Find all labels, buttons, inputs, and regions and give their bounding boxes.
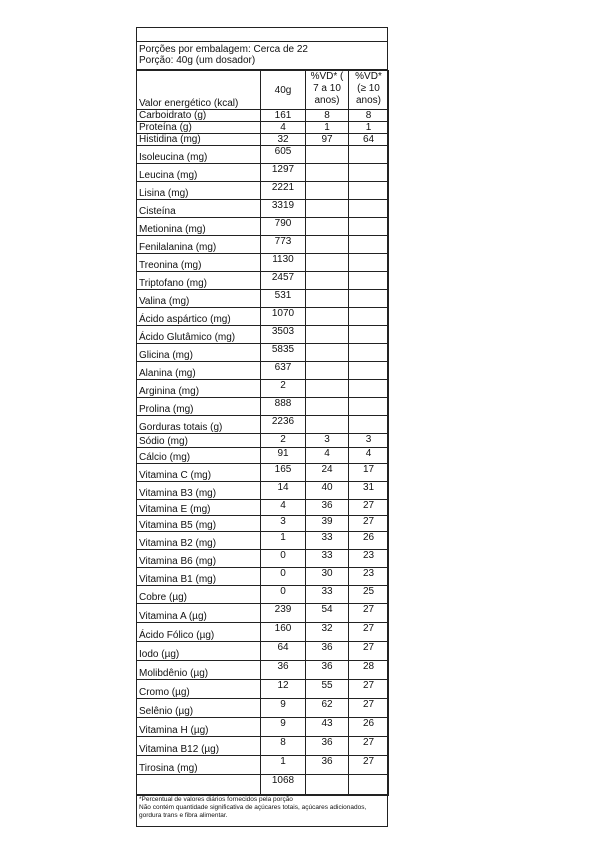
nutrient-row [137, 568, 389, 586]
nutrient-vd-10-plus [349, 344, 389, 362]
nutrient-vd-10-plus: 23 [349, 568, 389, 586]
nutrient-name: Cobre (µg) [137, 586, 261, 604]
nutrient-name: Iodo (µg) [137, 642, 261, 661]
nutrient-vd-7-10: 33 [306, 532, 349, 550]
nutrient-name: Ácido aspártico (mg) [137, 308, 261, 326]
nutrient-vd-10-plus: 27 [349, 623, 389, 642]
nutrient-vd-10-plus [349, 164, 389, 182]
nutrient-amount: 4 [261, 122, 306, 134]
nutrient-name: Gorduras totais (g) [137, 416, 261, 434]
nutrient-vd-7-10: 39 [306, 516, 349, 532]
nutrient-amount: 2457 [261, 272, 306, 290]
nutrient-vd-7-10: 8 [306, 110, 349, 122]
nutrient-amount: 91 [261, 448, 306, 464]
nutrient-amount: 165 [261, 464, 306, 482]
nutrient-row [137, 680, 389, 699]
footnote-line-1: *Percentual de valores diários fornecidos pela porção [139, 796, 293, 803]
nutrient-row [137, 756, 389, 775]
nutrient-name: Carboidrato (g) [137, 110, 261, 122]
nutrient-amount: 5835 [261, 344, 306, 362]
nutrient-vd-7-10: 33 [306, 550, 349, 568]
nutrient-name: Vitamina A (µg) [137, 604, 261, 623]
nutrient-vd-7-10: 1 [306, 122, 349, 134]
nutrient-vd-10-plus [349, 416, 389, 434]
nutrient-row [137, 604, 389, 623]
nutrient-amount: 0 [261, 568, 306, 586]
nutrient-name [137, 775, 261, 796]
nutrient-amount: 1070 [261, 308, 306, 326]
nutrient-vd-10-plus: 23 [349, 550, 389, 568]
nutrient-vd-10-plus: 27 [349, 500, 389, 516]
nutrient-row [137, 362, 389, 380]
nutrient-vd-10-plus: 3 [349, 434, 389, 448]
nutrient-vd-10-plus: 27 [349, 680, 389, 699]
nutrient-vd-10-plus [349, 236, 389, 254]
nutrient-row [137, 134, 389, 146]
nutrient-vd-10-plus: 27 [349, 516, 389, 532]
nutrient-row [137, 380, 389, 398]
serving-info [137, 42, 387, 70]
nutrient-vd-7-10: 24 [306, 464, 349, 482]
nutrient-name: Tirosina (mg) [137, 756, 261, 775]
nutrient-vd-10-plus [349, 200, 389, 218]
nutrient-vd-10-plus: 26 [349, 718, 389, 737]
nutrient-vd-10-plus: 1 [349, 122, 389, 134]
nutrient-name: Arginina (mg) [137, 380, 261, 398]
nutrient-vd-10-plus [349, 290, 389, 308]
nutrient-amount: 773 [261, 236, 306, 254]
nutrient-amount: 637 [261, 362, 306, 380]
nutrient-row [137, 308, 389, 326]
nutrient-amount: 9 [261, 718, 306, 737]
nutrient-amount: 161 [261, 110, 306, 122]
nutrient-row [137, 398, 389, 416]
nutrient-name: Vitamina B3 (mg) [137, 482, 261, 500]
nutrient-vd-7-10 [306, 344, 349, 362]
nutrient-amount: 8 [261, 737, 306, 756]
nutrient-vd-7-10 [306, 164, 349, 182]
nutrient-amount: 1130 [261, 254, 306, 272]
nutrient-vd-10-plus: 27 [349, 756, 389, 775]
vd-10-plus-header: %VD* (≥ 10 anos) [349, 71, 389, 110]
nutrient-row [137, 272, 389, 290]
nutrient-vd-7-10 [306, 326, 349, 344]
nutrient-amount: 1 [261, 756, 306, 775]
nutrient-row [137, 434, 389, 448]
nutrient-vd-7-10 [306, 380, 349, 398]
nutrient-row [137, 146, 389, 164]
nutrient-name: Ácido Glutâmico (mg) [137, 326, 261, 344]
nutrient-name: Vitamina E (mg) [137, 500, 261, 516]
nutrient-name: Molibdênio (µg) [137, 661, 261, 680]
nutrient-vd-10-plus: 27 [349, 699, 389, 718]
nutrient-amount: 0 [261, 586, 306, 604]
nutrient-vd-10-plus: 17 [349, 464, 389, 482]
nutrient-row [137, 737, 389, 756]
nutrient-amount: 2221 [261, 182, 306, 200]
nutrient-vd-10-plus: 25 [349, 586, 389, 604]
nutrient-vd-7-10 [306, 218, 349, 236]
nutrient-vd-10-plus [349, 362, 389, 380]
vd-7-10-header: %VD* ( 7 a 10 anos) [306, 71, 349, 110]
nutrient-amount: 1 [261, 532, 306, 550]
nutrient-row [137, 775, 389, 796]
nutrient-vd-7-10: 30 [306, 568, 349, 586]
nutrient-vd-7-10: 3 [306, 434, 349, 448]
nutrient-vd-10-plus: 27 [349, 642, 389, 661]
nutrient-name: Vitamina C (mg) [137, 464, 261, 482]
nutrient-amount: 531 [261, 290, 306, 308]
nutrient-amount: 64 [261, 642, 306, 661]
nutrient-vd-7-10: 36 [306, 500, 349, 516]
amount-header: 40g [261, 71, 306, 110]
nutrient-row [137, 254, 389, 272]
nutrient-vd-7-10: 40 [306, 482, 349, 500]
nutrient-row [137, 110, 389, 122]
portion-size: Porção: 40g (um dosador) [139, 55, 256, 66]
nutrient-amount: 2 [261, 434, 306, 448]
footnote-line-3: gordura trans e fibra alimentar. [139, 812, 228, 819]
nutrient-name: Fenilalanina (mg) [137, 236, 261, 254]
nutrient-vd-10-plus [349, 308, 389, 326]
nutrient-row [137, 516, 389, 532]
nutrient-row [137, 200, 389, 218]
nutrient-row [137, 623, 389, 642]
nutrient-name: Isoleucina (mg) [137, 146, 261, 164]
energy-label: Valor energético (kcal) [137, 71, 261, 110]
nutrient-vd-10-plus [349, 182, 389, 200]
nutrient-row [137, 218, 389, 236]
nutrient-amount: 2236 [261, 416, 306, 434]
nutrient-name: Cálcio (mg) [137, 448, 261, 464]
table-header-row [137, 71, 389, 110]
nutrient-vd-7-10: 32 [306, 623, 349, 642]
nutrient-name: Cromo (µg) [137, 680, 261, 699]
nutrient-name: Vitamina B5 (mg) [137, 516, 261, 532]
nutrient-vd-7-10: 4 [306, 448, 349, 464]
nutrient-amount: 1297 [261, 164, 306, 182]
nutrient-row [137, 122, 389, 134]
nutrient-name: Vitamina B1 (mg) [137, 568, 261, 586]
nutrient-vd-7-10 [306, 236, 349, 254]
nutrient-name: Histidina (mg) [137, 134, 261, 146]
nutrient-vd-7-10: 55 [306, 680, 349, 699]
servings-per-package: Porções por embalagem: Cerca de 22 [139, 44, 308, 55]
nutrient-row [137, 448, 389, 464]
nutrient-amount: 1068 [261, 775, 306, 796]
nutrient-vd-7-10 [306, 272, 349, 290]
nutrient-vd-10-plus: 28 [349, 661, 389, 680]
nutrient-name: Treonina (mg) [137, 254, 261, 272]
footnote [137, 794, 387, 826]
nutrient-vd-7-10: 43 [306, 718, 349, 737]
nutrient-row [137, 464, 389, 482]
nutrient-name: Vitamina B12 (µg) [137, 737, 261, 756]
nutrient-amount: 0 [261, 550, 306, 568]
nutrient-row [137, 661, 389, 680]
nutrient-vd-10-plus [349, 398, 389, 416]
nutrient-name: Metionina (mg) [137, 218, 261, 236]
nutrient-vd-10-plus: 64 [349, 134, 389, 146]
nutrient-vd-7-10 [306, 200, 349, 218]
nutrient-amount: 12 [261, 680, 306, 699]
nutrient-vd-7-10 [306, 775, 349, 796]
nutrient-vd-7-10 [306, 416, 349, 434]
nutrient-name: Lisina (mg) [137, 182, 261, 200]
nutrient-vd-7-10 [306, 182, 349, 200]
footnote-line-2: Não contém quantidade significativa de açúcares totais, açúcares adicionados, [139, 804, 367, 811]
nutrient-name: Alanina (mg) [137, 362, 261, 380]
nutrient-name: Sódio (mg) [137, 434, 261, 448]
nutrient-name: Ácido Fólico (µg) [137, 623, 261, 642]
nutrient-amount: 3 [261, 516, 306, 532]
nutrient-row [137, 586, 389, 604]
nutrient-row [137, 699, 389, 718]
nutrient-vd-7-10: 33 [306, 586, 349, 604]
nutrient-vd-10-plus: 8 [349, 110, 389, 122]
nutrient-name: Vitamina B2 (mg) [137, 532, 261, 550]
nutrient-amount: 3319 [261, 200, 306, 218]
nutrient-row [137, 344, 389, 362]
nutrient-amount: 3503 [261, 326, 306, 344]
nutrient-row [137, 642, 389, 661]
nutrient-amount: 160 [261, 623, 306, 642]
nutrient-vd-10-plus: 27 [349, 604, 389, 623]
nutrient-amount: 888 [261, 398, 306, 416]
nutrient-amount: 2 [261, 380, 306, 398]
nutrient-vd-10-plus [349, 254, 389, 272]
nutrient-row [137, 718, 389, 737]
nutrient-row [137, 532, 389, 550]
nutrient-vd-7-10: 62 [306, 699, 349, 718]
nutrient-row [137, 482, 389, 500]
nutrient-vd-10-plus: 26 [349, 532, 389, 550]
nutrient-vd-10-plus: 4 [349, 448, 389, 464]
nutrient-name: Selênio (µg) [137, 699, 261, 718]
nutrient-amount: 36 [261, 661, 306, 680]
nutrient-row [137, 416, 389, 434]
nutrient-vd-10-plus: 27 [349, 737, 389, 756]
nutrient-vd-7-10: 36 [306, 642, 349, 661]
nutrient-name: Vitamina B6 (mg) [137, 550, 261, 568]
nutrient-row [137, 500, 389, 516]
nutrient-amount: 14 [261, 482, 306, 500]
nutrient-row [137, 550, 389, 568]
nutrient-amount: 239 [261, 604, 306, 623]
nutrient-vd-7-10 [306, 308, 349, 326]
nutrient-amount: 9 [261, 699, 306, 718]
nutrient-vd-10-plus [349, 146, 389, 164]
nutrient-name: Valina (mg) [137, 290, 261, 308]
nutrient-table [136, 70, 389, 796]
nutrient-vd-10-plus [349, 218, 389, 236]
nutrient-vd-7-10 [306, 362, 349, 380]
nutrient-vd-7-10: 97 [306, 134, 349, 146]
nutrient-name: Proteína (g) [137, 122, 261, 134]
nutrient-amount: 605 [261, 146, 306, 164]
nutrient-vd-10-plus [349, 326, 389, 344]
nutrient-name: Glicina (mg) [137, 344, 261, 362]
nutrient-row [137, 236, 389, 254]
nutrient-amount: 4 [261, 500, 306, 516]
nutrient-vd-10-plus [349, 272, 389, 290]
nutrient-row [137, 164, 389, 182]
nutrition-facts-table [136, 27, 388, 827]
nutrient-vd-7-10: 36 [306, 756, 349, 775]
nutrient-vd-10-plus [349, 380, 389, 398]
nutrient-name: Leucina (mg) [137, 164, 261, 182]
nutrient-vd-7-10: 54 [306, 604, 349, 623]
nutrient-vd-10-plus [349, 775, 389, 796]
nutrient-row [137, 290, 389, 308]
nutrient-name: Triptofano (mg) [137, 272, 261, 290]
nutrient-row [137, 326, 389, 344]
nutrient-vd-7-10: 36 [306, 661, 349, 680]
nutrient-name: Prolina (mg) [137, 398, 261, 416]
nutrient-amount: 32 [261, 134, 306, 146]
nutrient-vd-7-10: 36 [306, 737, 349, 756]
nutrient-vd-10-plus: 31 [349, 482, 389, 500]
nutrient-row [137, 182, 389, 200]
nutrient-amount: 790 [261, 218, 306, 236]
nutrient-name: Vitamina H (µg) [137, 718, 261, 737]
nutrient-vd-7-10 [306, 398, 349, 416]
nutrient-vd-7-10 [306, 290, 349, 308]
nutrient-vd-7-10 [306, 146, 349, 164]
top-bar [137, 28, 387, 42]
nutrient-name: Cisteína [137, 200, 261, 218]
nutrient-vd-7-10 [306, 254, 349, 272]
